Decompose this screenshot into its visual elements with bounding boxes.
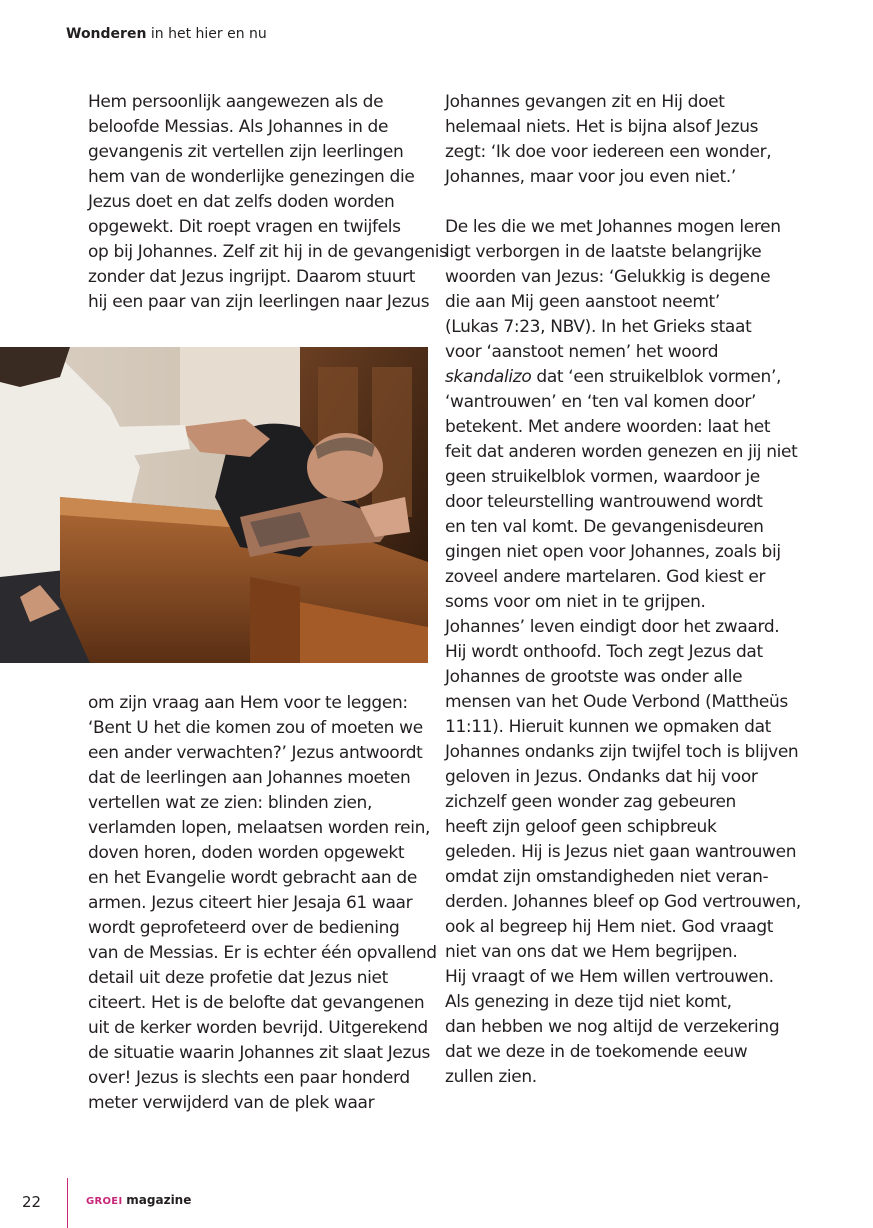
text-line: Hem persoonlijk aangewezen als de bbox=[88, 92, 384, 112]
text-line: dan hebben we nog altijd de verzekering bbox=[445, 1017, 780, 1037]
text-line: geen struikelblok vormen, waardoor je bbox=[445, 467, 760, 487]
text-line: meter verwijderd van de plek waar bbox=[88, 1093, 375, 1113]
text-line: 11:11). Hieruit kunnen we opmaken dat bbox=[445, 717, 771, 737]
text-line: beloofde Messias. Als Johannes in de bbox=[88, 117, 389, 137]
text-line: ligt verborgen in de laatste belangrijke bbox=[445, 242, 762, 262]
text-line: Johannes’ leven eindigt door het zwaard. bbox=[445, 617, 780, 637]
text-line: Hij vraagt of we Hem willen vertrouwen. bbox=[445, 967, 774, 987]
right-paragraph-2-continued bbox=[445, 390, 805, 1090]
text-line: van de Messias. Er is echter één opvallend bbox=[88, 943, 437, 963]
running-header bbox=[66, 26, 267, 42]
text-line: de situatie waarin Johannes zit slaat Jezus bbox=[88, 1043, 431, 1063]
text-line: dat de leerlingen aan Johannes moeten bbox=[88, 768, 411, 788]
text-line: en ten val komt. De gevangenisdeuren bbox=[445, 517, 764, 537]
text-line: De les die we met Johannes mogen leren bbox=[445, 217, 781, 237]
page-number: 22 bbox=[22, 1193, 42, 1211]
text-line: hem van de wonderlijke genezingen die bbox=[88, 167, 415, 187]
text-line: doven horen, doden worden opgewekt bbox=[88, 843, 405, 863]
italic-word: skandalizo bbox=[445, 367, 532, 387]
text-line: omdat zijn omstandigheden niet veran- bbox=[445, 867, 769, 887]
text-line: zichzelf geen wonder zag gebeuren bbox=[445, 792, 736, 812]
text-line: Johannes gevangen zit en Hij doet bbox=[445, 92, 725, 112]
running-header-bold: Wonderen bbox=[66, 26, 147, 42]
photo-illustration bbox=[0, 347, 428, 663]
right-column bbox=[445, 90, 805, 1090]
paragraph-gap bbox=[445, 190, 805, 215]
text-line: Hij wordt onthoofd. Toch zegt Jezus dat bbox=[445, 642, 763, 662]
text-line: zonder dat Jezus ingrijpt. Daarom stuurt bbox=[88, 267, 416, 287]
text-line: Als genezing in deze tijd niet komt, bbox=[445, 992, 732, 1012]
brand-groei: GROEI bbox=[86, 1196, 123, 1207]
text-line: wordt geprofeteerd over de bediening bbox=[88, 918, 400, 938]
text-line: feit dat anderen worden genezen en jij niet bbox=[445, 442, 798, 462]
text-line: heeft zijn geloof geen schipbreuk bbox=[445, 817, 717, 837]
text-line: gevangenis zit vertellen zijn leerlingen bbox=[88, 142, 404, 162]
left-column-top bbox=[88, 90, 448, 315]
text-line: en het Evangelie wordt gebracht aan de bbox=[88, 868, 417, 888]
right-paragraph-1 bbox=[445, 90, 805, 190]
text-line: zegt: ‘Ik doe voor iedereen een wonder, bbox=[445, 142, 772, 162]
text-line: citeert. Het is de belofte dat gevangenen bbox=[88, 993, 425, 1013]
text-line: Johannes, maar voor jou even niet.’ bbox=[445, 167, 736, 187]
text-line: dat we deze in de toekomende eeuw bbox=[445, 1042, 748, 1062]
praying-men-photo bbox=[0, 347, 428, 663]
text-line-italic bbox=[445, 365, 805, 390]
footer-divider bbox=[67, 1178, 68, 1228]
text-line: om zijn vraag aan Hem voor te leggen: bbox=[88, 693, 408, 713]
text-line: een ander verwachten?’ Jezus antwoordt bbox=[88, 743, 423, 763]
text-line: ‘wantrouwen’ en ‘ten val komen door’ bbox=[445, 392, 757, 412]
text-line: woorden van Jezus: ‘Gelukkig is degene bbox=[445, 267, 771, 287]
text-line: geleden. Hij is Jezus niet gaan wantrouwen bbox=[445, 842, 797, 862]
text-line: voor ‘aanstoot nemen’ het woord bbox=[445, 342, 719, 362]
text-line: Jezus doet en dat zelfs doden worden bbox=[88, 192, 395, 212]
running-header-rest: in het hier en nu bbox=[146, 26, 267, 42]
text-line: hij een paar van zijn leerlingen naar Jezus bbox=[88, 292, 430, 312]
text-line: verlamden lopen, melaatsen worden rein, bbox=[88, 818, 431, 838]
text-line: betekent. Met andere woorden: laat het bbox=[445, 417, 771, 437]
text-line: niet van ons dat we Hem begrijpen. bbox=[445, 942, 738, 962]
text-line: Johannes ondanks zijn twijfel toch is blijven bbox=[445, 742, 799, 762]
text-line: over! Jezus is slechts een paar honderd bbox=[88, 1068, 410, 1088]
italic-line-rest: dat ‘een struikelblok vormen’, bbox=[531, 367, 782, 387]
text-line: (Lukas 7:23, NBV). In het Grieks staat bbox=[445, 317, 752, 337]
text-line: opgewekt. Dit roept vragen en twijfels bbox=[88, 217, 401, 237]
text-line: ‘Bent U het die komen zou of moeten we bbox=[88, 718, 423, 738]
text-line: derden. Johannes bleef op God vertrouwen, bbox=[445, 892, 801, 912]
text-line: op bij Johannes. Zelf zit hij in de gevangenis bbox=[88, 242, 448, 262]
right-paragraph-2 bbox=[445, 215, 805, 365]
magazine-brand bbox=[86, 1193, 191, 1207]
text-line: door teleurstelling wantrouwend wordt bbox=[445, 492, 763, 512]
text-line: gingen niet open voor Johannes, zoals bij bbox=[445, 542, 781, 562]
text-line: uit de kerker worden bevrijd. Uitgerekend bbox=[88, 1018, 428, 1038]
left-column-bottom bbox=[88, 691, 437, 1116]
text-line: vertellen wat ze zien: blinden zien, bbox=[88, 793, 373, 813]
text-line: geloven in Jezus. Ondanks dat hij voor bbox=[445, 767, 758, 787]
text-line: zoveel andere martelaren. God kiest er bbox=[445, 567, 766, 587]
text-line: Johannes de grootste was onder alle bbox=[445, 667, 743, 687]
text-line: helemaal niets. Het is bijna alsof Jezus bbox=[445, 117, 759, 137]
text-line: soms voor om niet in te grijpen. bbox=[445, 592, 706, 612]
text-line: die aan Mij geen aanstoot neemt’ bbox=[445, 292, 720, 312]
text-line: mensen van het Oude Verbond (Mattheüs bbox=[445, 692, 788, 712]
text-line: detail uit deze profetie dat Jezus niet bbox=[88, 968, 388, 988]
text-line: ook al begreep hij Hem niet. God vraagt bbox=[445, 917, 774, 937]
brand-magazine: magazine bbox=[126, 1193, 192, 1207]
text-line: zullen zien. bbox=[445, 1067, 537, 1087]
text-line: armen. Jezus citeert hier Jesaja 61 waar bbox=[88, 893, 413, 913]
